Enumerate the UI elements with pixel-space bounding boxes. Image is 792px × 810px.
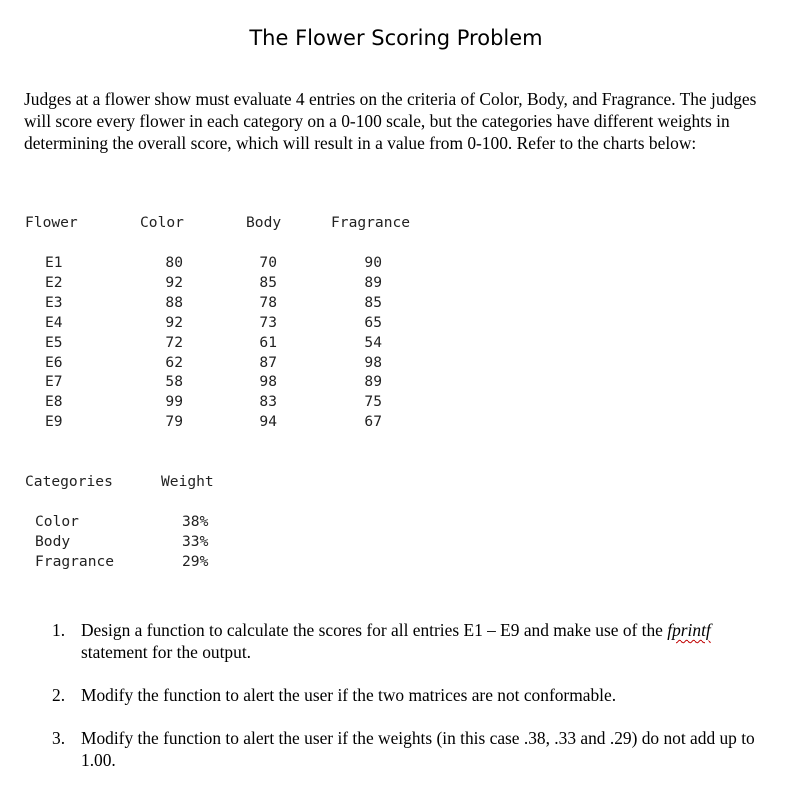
cell-flower: E6 xyxy=(45,353,63,371)
question-text-part: Design a function to calculate the scores for all entries E1 – E9 and make use of the xyxy=(81,620,668,640)
header-weight: Weight xyxy=(161,473,214,490)
cell-color: 92 xyxy=(165,313,183,331)
question-number: 1. xyxy=(52,620,66,640)
question-number: 3. xyxy=(52,728,66,748)
question-item xyxy=(52,684,762,706)
cell-fragrance: 89 xyxy=(364,373,382,391)
cell-color: 99 xyxy=(165,393,183,411)
fprintf-keyword: fprintf xyxy=(667,620,711,640)
cell-flower: E7 xyxy=(45,373,63,391)
cell-weight: 38% xyxy=(182,513,209,530)
header-flower: Flower xyxy=(25,214,78,231)
page-title: The Flower Scoring Problem xyxy=(249,26,543,50)
question-text xyxy=(81,619,762,663)
cell-body: 94 xyxy=(259,413,277,431)
intro-paragraph: Judges at a flower show must evaluate 4 entries on the criteria of Color, Body, and Fragrance. The judges will score every flower in each category on a 0-100 scale, but the categories have different weights in determining the overall score, which will result in a value from 0-100. Refer to the charts below: xyxy=(24,89,757,153)
cell-body: 85 xyxy=(259,273,277,291)
question-text: Modify the function to alert the user if the two matrices are not conformable. xyxy=(81,685,617,705)
cell-flower: E8 xyxy=(45,393,63,411)
cell-color: 79 xyxy=(165,413,183,431)
cell-body: 73 xyxy=(259,313,277,331)
cell-body: 70 xyxy=(259,254,277,271)
cell-color: 62 xyxy=(165,353,183,371)
question-number: 2. xyxy=(52,685,66,705)
cell-fragrance: 75 xyxy=(364,393,382,411)
header-body: Body xyxy=(246,214,282,231)
cell-body: 78 xyxy=(259,293,277,311)
cell-body: 83 xyxy=(259,393,277,411)
question-text-part: statement for the output. xyxy=(81,642,252,662)
cell-category: Fragrance xyxy=(35,553,115,570)
cell-color: 88 xyxy=(165,293,183,311)
cell-body: 98 xyxy=(259,373,277,391)
cell-fragrance: 65 xyxy=(364,313,382,331)
question-item xyxy=(52,619,762,663)
cell-flower: E1 xyxy=(45,254,63,271)
question-text: Modify the function to alert the user if the weights (in this case .38, .33 and .29) do not add up to 1.00. xyxy=(81,728,755,770)
cell-category: Color xyxy=(35,513,79,530)
cell-fragrance: 90 xyxy=(364,254,382,271)
header-color: Color xyxy=(140,214,184,231)
cell-color: 58 xyxy=(165,373,183,391)
cell-fragrance: 85 xyxy=(364,293,382,311)
cell-flower: E4 xyxy=(45,313,63,331)
cell-flower: E3 xyxy=(45,293,63,311)
cell-body: 87 xyxy=(259,353,277,371)
cell-color: 72 xyxy=(165,333,183,351)
cell-fragrance: 89 xyxy=(364,273,382,291)
header-categories: Categories xyxy=(25,473,113,490)
cell-color: 92 xyxy=(165,273,183,291)
cell-flower: E5 xyxy=(45,333,63,351)
question-list xyxy=(52,619,762,792)
cell-color: 80 xyxy=(165,254,183,271)
cell-fragrance: 98 xyxy=(364,353,382,371)
cell-fragrance: 54 xyxy=(364,333,382,351)
cell-category: Body xyxy=(35,533,71,550)
cell-fragrance: 67 xyxy=(364,413,382,431)
cell-flower: E9 xyxy=(45,413,63,431)
question-item xyxy=(52,727,762,771)
cell-weight: 33% xyxy=(182,533,209,550)
cell-body: 61 xyxy=(259,333,277,351)
cell-weight: 29% xyxy=(182,553,209,570)
header-fragrance: Fragrance xyxy=(331,214,411,231)
cell-flower: E2 xyxy=(45,273,63,291)
